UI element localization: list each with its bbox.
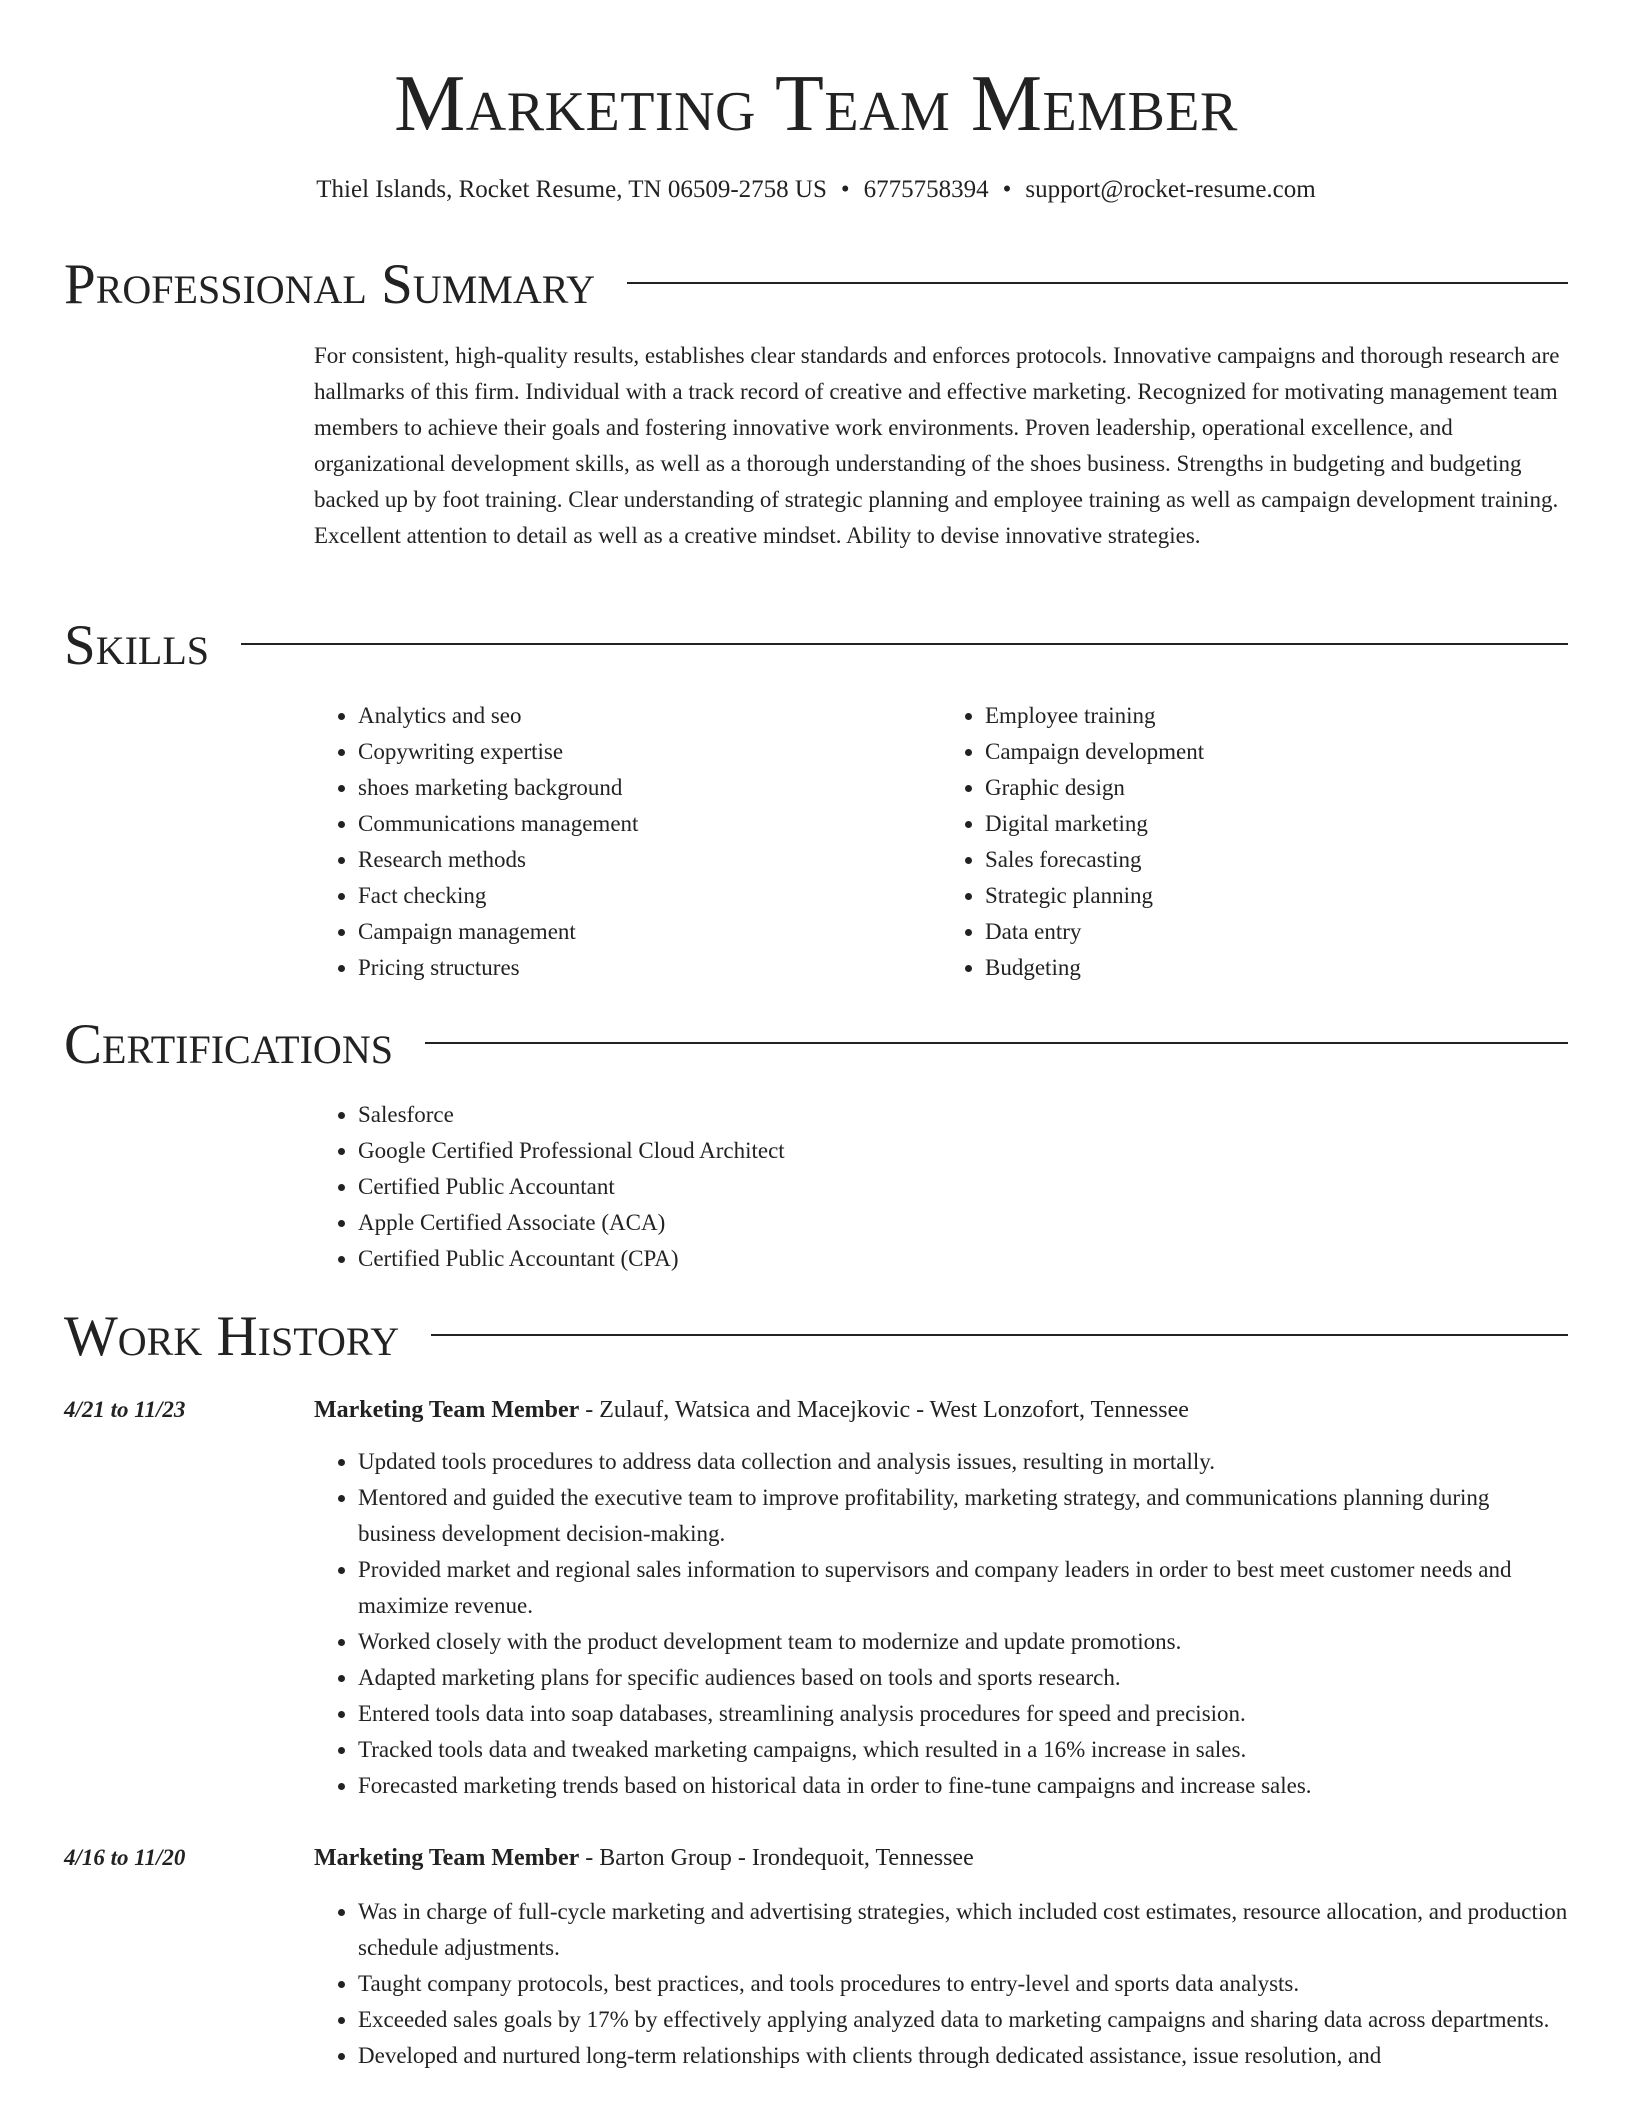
- summary-content: [314, 338, 1568, 554]
- skill-item: • Budgeting: [985, 950, 1568, 986]
- skill-item: • Digital marketing: [985, 806, 1568, 842]
- section-divider: [431, 1334, 1568, 1336]
- job-bullet: • Was in charge of full-cycle marketing and advertising strategies, which included cost estimates, resource allocation, and production schedule adjustments.: [358, 1894, 1568, 1966]
- skill-item: • Fact checking: [358, 878, 941, 914]
- certification-item: • Certified Public Accountant (CPA): [358, 1241, 1568, 1277]
- job-title: Marketing Team Member: [314, 1845, 580, 1871]
- contact-email: support@rocket-resume.com: [1025, 176, 1316, 203]
- skills-content: [314, 698, 1568, 986]
- job-bullets: [314, 1444, 1568, 1804]
- contact-separator: •: [1002, 176, 1012, 203]
- summary-text: For consistent, high-quality results, establishes clear standards and enforces protocols. Innovative campaigns and thorough research are hallmarks of this firm. Individual with a track record of creative and effective marketing. Recognized for motivating management team members to achieve their goals and fostering innovative work environments. Proven leadership, operational excellence, and organizational development skills, as well as a thorough understanding of the shoes business. Strengths in budgeting and budgeting backed up by foot training. Clear understanding of strategic planning and employee training as well as campaign development training. Excellent attention to detail as well as a creative mindset. Ability to devise innovative strategies.: [314, 343, 1560, 548]
- contact-separator: •: [840, 176, 850, 203]
- certification-item: • Certified Public Accountant: [358, 1169, 1568, 1205]
- skill-item: • Copywriting expertise: [358, 734, 941, 770]
- job-company-location: - Barton Group - Irondequoit, Tennessee: [579, 1845, 974, 1871]
- job-dates: 4/21 to 11/23: [64, 1397, 186, 1422]
- section-divider: [627, 282, 1568, 284]
- job-dates: 4/16 to 11/20: [64, 1845, 186, 1870]
- job-company-location: - Zulauf, Watsica and Macejkovic - West Lonzofort, Tennessee: [579, 1397, 1189, 1423]
- certifications-section-header: [64, 1010, 1568, 1080]
- skill-item: • Sales forecasting: [985, 842, 1568, 878]
- section-divider: [241, 643, 1568, 645]
- skill-item: • Communications management: [358, 806, 941, 842]
- summary-heading: Professional Summary: [64, 253, 596, 316]
- certification-item: • Apple Certified Associate (ACA): [358, 1205, 1568, 1241]
- skill-item: • Campaign management: [358, 914, 941, 950]
- job-bullet: • Entered tools data into soap databases, streamlining analysis procedures for speed and precision.: [358, 1696, 1568, 1732]
- job-bullet: • Tracked tools data and tweaked marketing campaigns, which resulted in a 16% increase in sales.: [358, 1732, 1568, 1768]
- skill-item: • Analytics and seo: [358, 698, 941, 734]
- certification-item: • Google Certified Professional Cloud Architect: [358, 1133, 1568, 1169]
- skill-item: • Strategic planning: [985, 878, 1568, 914]
- job-bullet: • Provided market and regional sales information to supervisors and company leaders in order to best meet customer needs and maximize revenue.: [358, 1552, 1568, 1624]
- job-bullet: • Adapted marketing plans for specific audiences based on tools and sports research.: [358, 1660, 1568, 1696]
- section-divider: [425, 1042, 1568, 1044]
- job-bullet: • Exceeded sales goals by 17% by effectively applying analyzed data to marketing campaigns and sharing data across departments.: [358, 2002, 1568, 2038]
- skill-item: • Campaign development: [985, 734, 1568, 770]
- work-heading: Work History: [64, 1305, 400, 1368]
- contact-address: Thiel Islands, Rocket Resume, TN 06509-2758 US: [316, 176, 827, 203]
- skills-list-right: [941, 698, 1568, 986]
- contact-line: [0, 172, 1632, 208]
- job-bullet: • Developed and nurtured long-term relationships with clients through dedicated assistance, issue resolution, and: [358, 2038, 1568, 2074]
- summary-section-header: [64, 250, 1568, 320]
- certification-item: • Salesforce: [358, 1097, 1568, 1133]
- skills-heading: Skills: [64, 614, 210, 677]
- job-bullet: • Mentored and guided the executive team to improve profitability, marketing strategy, and communications planning during business development decision-making.: [358, 1480, 1568, 1552]
- job-title-line: [314, 1840, 1568, 1876]
- certifications-heading: Certifications: [64, 1013, 393, 1076]
- skill-item: • Data entry: [985, 914, 1568, 950]
- job-bullet: • Worked closely with the product development team to modernize and update promotions.: [358, 1624, 1568, 1660]
- job-bullets: [314, 1894, 1568, 2074]
- skill-item: • Employee training: [985, 698, 1568, 734]
- job-title-line: [314, 1392, 1568, 1428]
- resume-name: Marketing Team Member: [394, 60, 1238, 148]
- certifications-content: [314, 1097, 1568, 1277]
- certifications-list: [314, 1097, 1568, 1277]
- work-section-header: [64, 1302, 1568, 1372]
- job-bullet: • Updated tools procedures to address data collection and analysis issues, resulting in mortally.: [358, 1444, 1568, 1480]
- skill-item: • Pricing structures: [358, 950, 941, 986]
- skills-list-left: [314, 698, 941, 986]
- job-bullet: • Taught company protocols, best practices, and tools procedures to entry-level and sports data analysts.: [358, 1966, 1568, 2002]
- job-bullet: • Forecasted marketing trends based on historical data in order to fine-tune campaigns and increase sales.: [358, 1768, 1568, 1804]
- skill-item: • Graphic design: [985, 770, 1568, 806]
- skill-item: • Research methods: [358, 842, 941, 878]
- skills-section-header: [64, 611, 1568, 681]
- contact-phone: 6775758394: [863, 176, 989, 203]
- skill-item: • shoes marketing background: [358, 770, 941, 806]
- job-title: Marketing Team Member: [314, 1397, 580, 1423]
